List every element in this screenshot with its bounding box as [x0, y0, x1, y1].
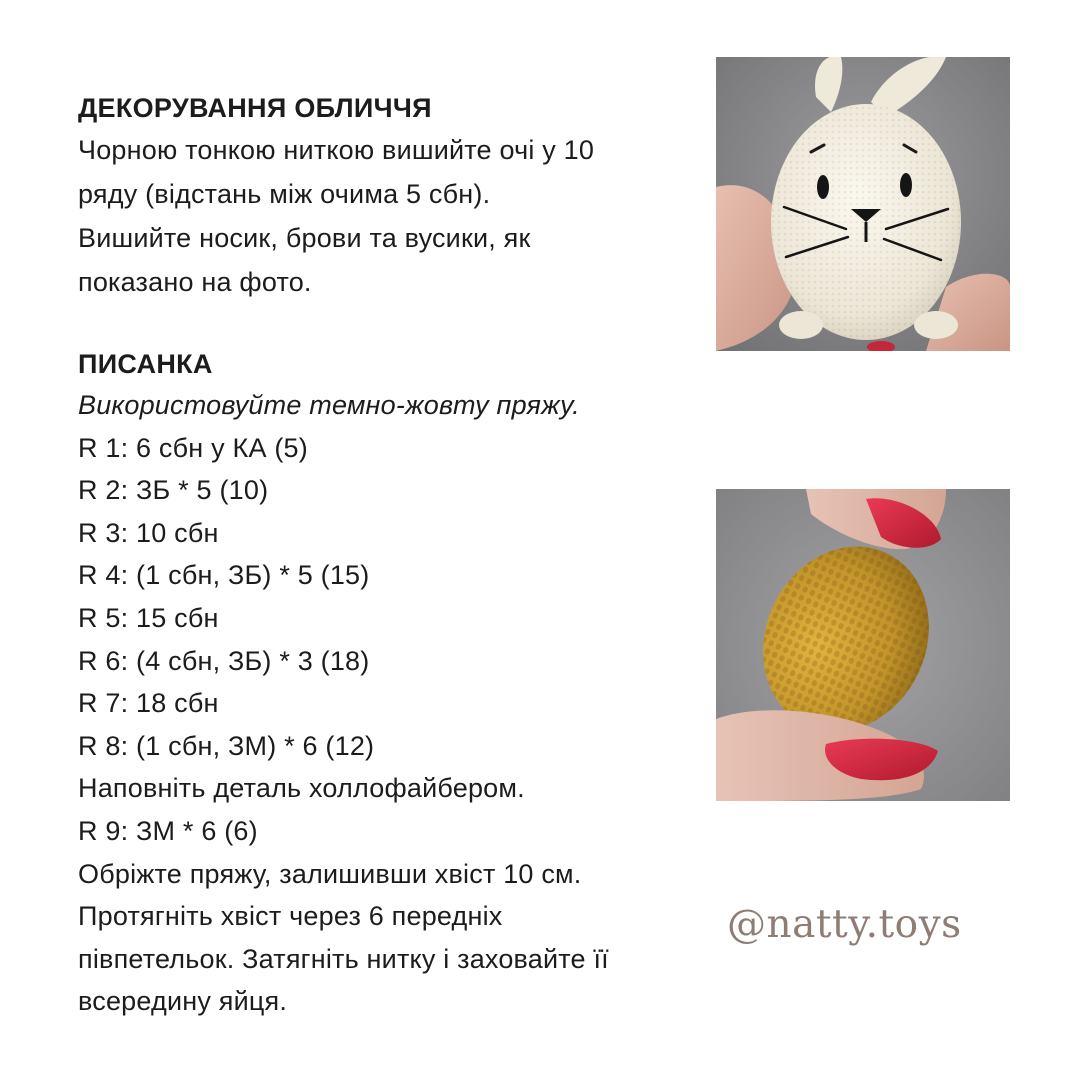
brand-handle: @natty.toys: [727, 902, 962, 947]
pattern-instruction: півпетельок. Затягніть нитку і заховайте її: [78, 943, 609, 974]
face-text-line: показано на фото.: [78, 267, 312, 297]
pattern-row: R 4: (1 сбн, ЗБ) * 5 (15): [78, 560, 370, 591]
easter-egg-heading: ПИСАНКА: [78, 349, 213, 379]
bunny-photo: [716, 57, 1010, 351]
face-decoration-heading: ДЕКОРУВАННЯ ОБЛИЧЧЯ: [78, 93, 432, 123]
pattern-row: R 5: 15 сбн: [78, 602, 219, 633]
egg-illustration: [716, 489, 1010, 801]
pattern-row: R 9: ЗМ * 6 (6): [78, 815, 258, 846]
face-text-line: ряду (відстань між очима 5 сбн).: [78, 179, 491, 209]
pattern-row: R 1: 6 сбн у КА (5): [78, 432, 308, 463]
pattern-row: R 3: 10 сбн: [78, 517, 219, 548]
face-text-line: Чорною тонкою ниткою вишийте очі у 10: [78, 135, 595, 165]
pattern-row: R 8: (1 сбн, ЗМ) * 6 (12): [78, 730, 375, 761]
pattern-row: R 7: 18 сбн: [78, 688, 219, 719]
face-decoration-section: [78, 88, 698, 304]
pattern-instruction: всередину яйця.: [78, 986, 288, 1017]
pattern-instruction: Обріжте пряжу, залишивши хвіст 10 см.: [78, 858, 582, 889]
easter-egg-section: [78, 344, 698, 1023]
egg-photo: [716, 489, 1010, 801]
pattern-row: R 6: (4 сбн, ЗБ) * 3 (18): [78, 645, 370, 676]
face-decoration-text: [78, 128, 698, 304]
pattern-instruction: Наповніть деталь холлофайбером.: [78, 773, 525, 804]
pattern-instruction: Протягніть хвіст через 6 передніх: [78, 901, 503, 932]
bunny-illustration: [716, 57, 1010, 351]
pattern-row: R 2: ЗБ * 5 (10): [78, 475, 269, 506]
face-text-line: Вишийте носик, брови та вусики, як: [78, 223, 531, 253]
easter-egg-intro: Використовуйте темно-жовту пряжу.: [78, 390, 580, 420]
